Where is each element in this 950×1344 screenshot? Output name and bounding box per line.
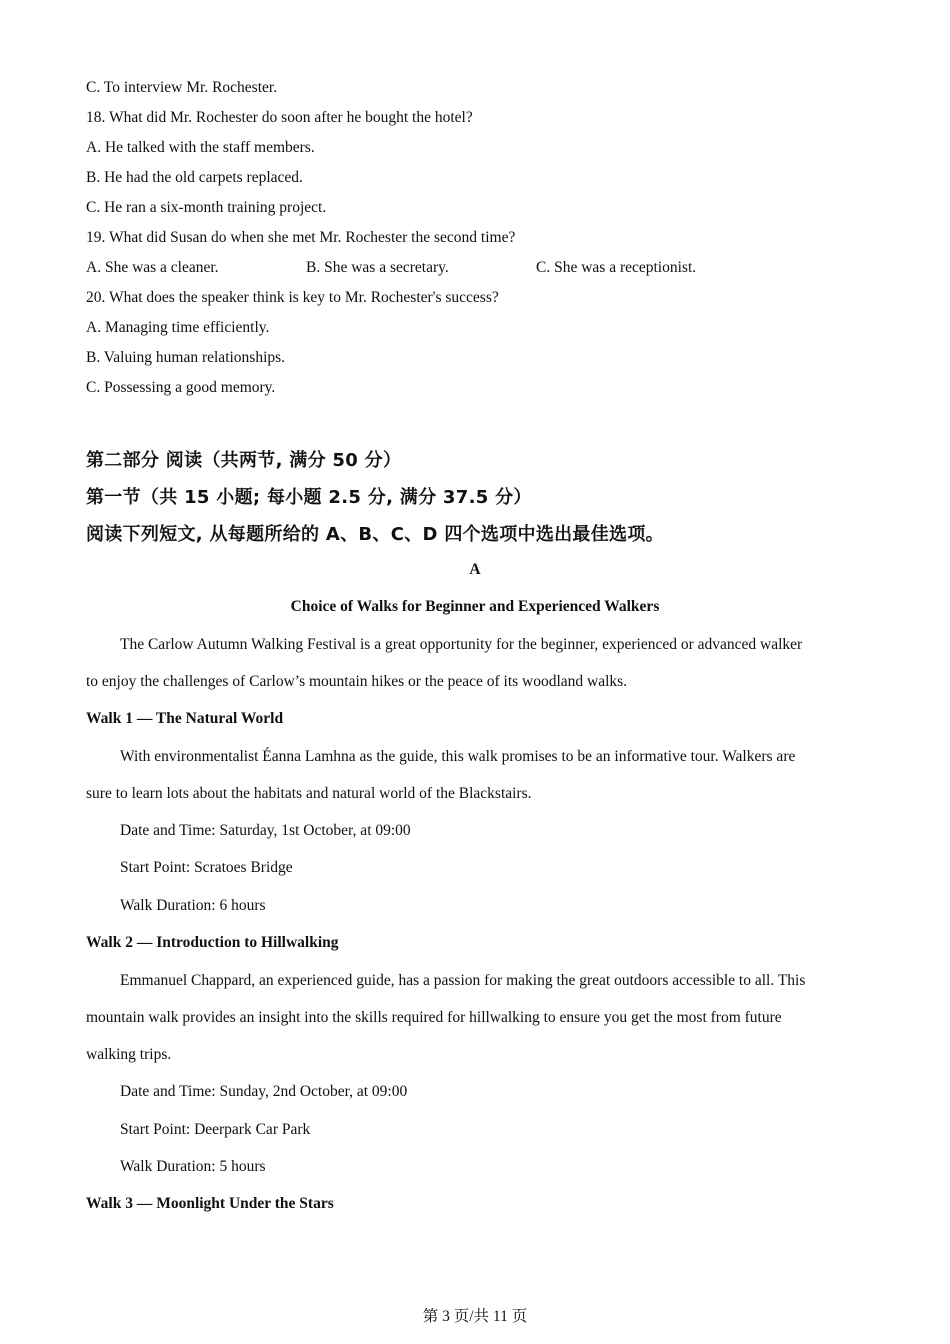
walk-2-desc-1: Emmanuel Chappard, an experienced guide, has a passion for making the great outdoors accessible to all. This <box>120 972 806 989</box>
q20-option-c: C. Possessing a good memory. <box>86 379 276 396</box>
walk-2-title: Walk 2 — Introduction to Hillwalking <box>86 934 339 951</box>
walk-3-title: Walk 3 — Moonlight Under the Stars <box>86 1195 334 1212</box>
walk-2-date: Date and Time: Sunday, 2nd October, at 09:00 <box>120 1083 408 1100</box>
q17-option-c: C. To interview Mr. Rochester. <box>86 79 278 96</box>
walk-2-desc-2: mountain walk provides an insight into the skills required for hillwalking to ensure you get the most from future <box>86 1009 782 1026</box>
q19-question: 19. What did Susan do when she met Mr. Rochester the second time? <box>86 229 516 246</box>
walk-1-duration: Walk Duration: 6 hours <box>120 897 266 914</box>
q18-option-a: A. He talked with the staff members. <box>86 139 315 156</box>
intro-line-1: The Carlow Autumn Walking Festival is a great opportunity for the beginner, experienced or advanced walker <box>120 636 803 653</box>
part-title: 第二部分 阅读（共两节, 满分 50 分） <box>86 450 402 471</box>
passage-title: Choice of Walks for Beginner and Experienced Walkers <box>290 598 660 615</box>
page-number: 第 3 页/共 11 页 <box>422 1308 528 1325</box>
q18-option-b: B. He had the old carpets replaced. <box>86 169 303 186</box>
walk-2-start: Start Point: Deerpark Car Park <box>120 1121 311 1138</box>
walk-2-desc-3: walking trips. <box>86 1046 172 1063</box>
intro-line-2: to enjoy the challenges of Carlow’s mountain hikes or the peace of its woodland walks. <box>86 673 628 690</box>
walk-1-desc-1: With environmentalist Éanna Lamhna as the guide, this walk promises to be an informative tour. Walkers are <box>120 748 796 765</box>
walk-1-date: Date and Time: Saturday, 1st October, at 09:00 <box>120 822 411 839</box>
q19-option-a: A. She was a cleaner. <box>86 259 219 276</box>
q20-option-a: A. Managing time efficiently. <box>86 319 270 336</box>
q20-option-b: B. Valuing human relationships. <box>86 349 286 366</box>
instruction: 阅读下列短文, 从每题所给的 A、B、C、D 四个选项中选出最佳选项。 <box>86 524 664 545</box>
q18-question: 18. What did Mr. Rochester do soon after he bought the hotel? <box>86 109 473 126</box>
q19-option-b: B. She was a secretary. <box>306 259 449 276</box>
walk-1-desc-2: sure to learn lots about the habitats and natural world of the Blackstairs. <box>86 785 532 802</box>
walk-2-duration: Walk Duration: 5 hours <box>120 1158 266 1175</box>
q18-option-c: C. He ran a six-month training project. <box>86 199 327 216</box>
walk-1-title: Walk 1 — The Natural World <box>86 710 284 727</box>
q20-question: 20. What does the speaker think is key to Mr. Rochester's success? <box>86 289 499 306</box>
section-title: 第一节（共 15 小题; 每小题 2.5 分, 满分 37.5 分） <box>86 487 532 508</box>
passage-letter: A <box>469 561 481 578</box>
q19-option-c: C. She was a receptionist. <box>536 259 697 276</box>
walk-1-start: Start Point: Scratoes Bridge <box>120 859 293 876</box>
